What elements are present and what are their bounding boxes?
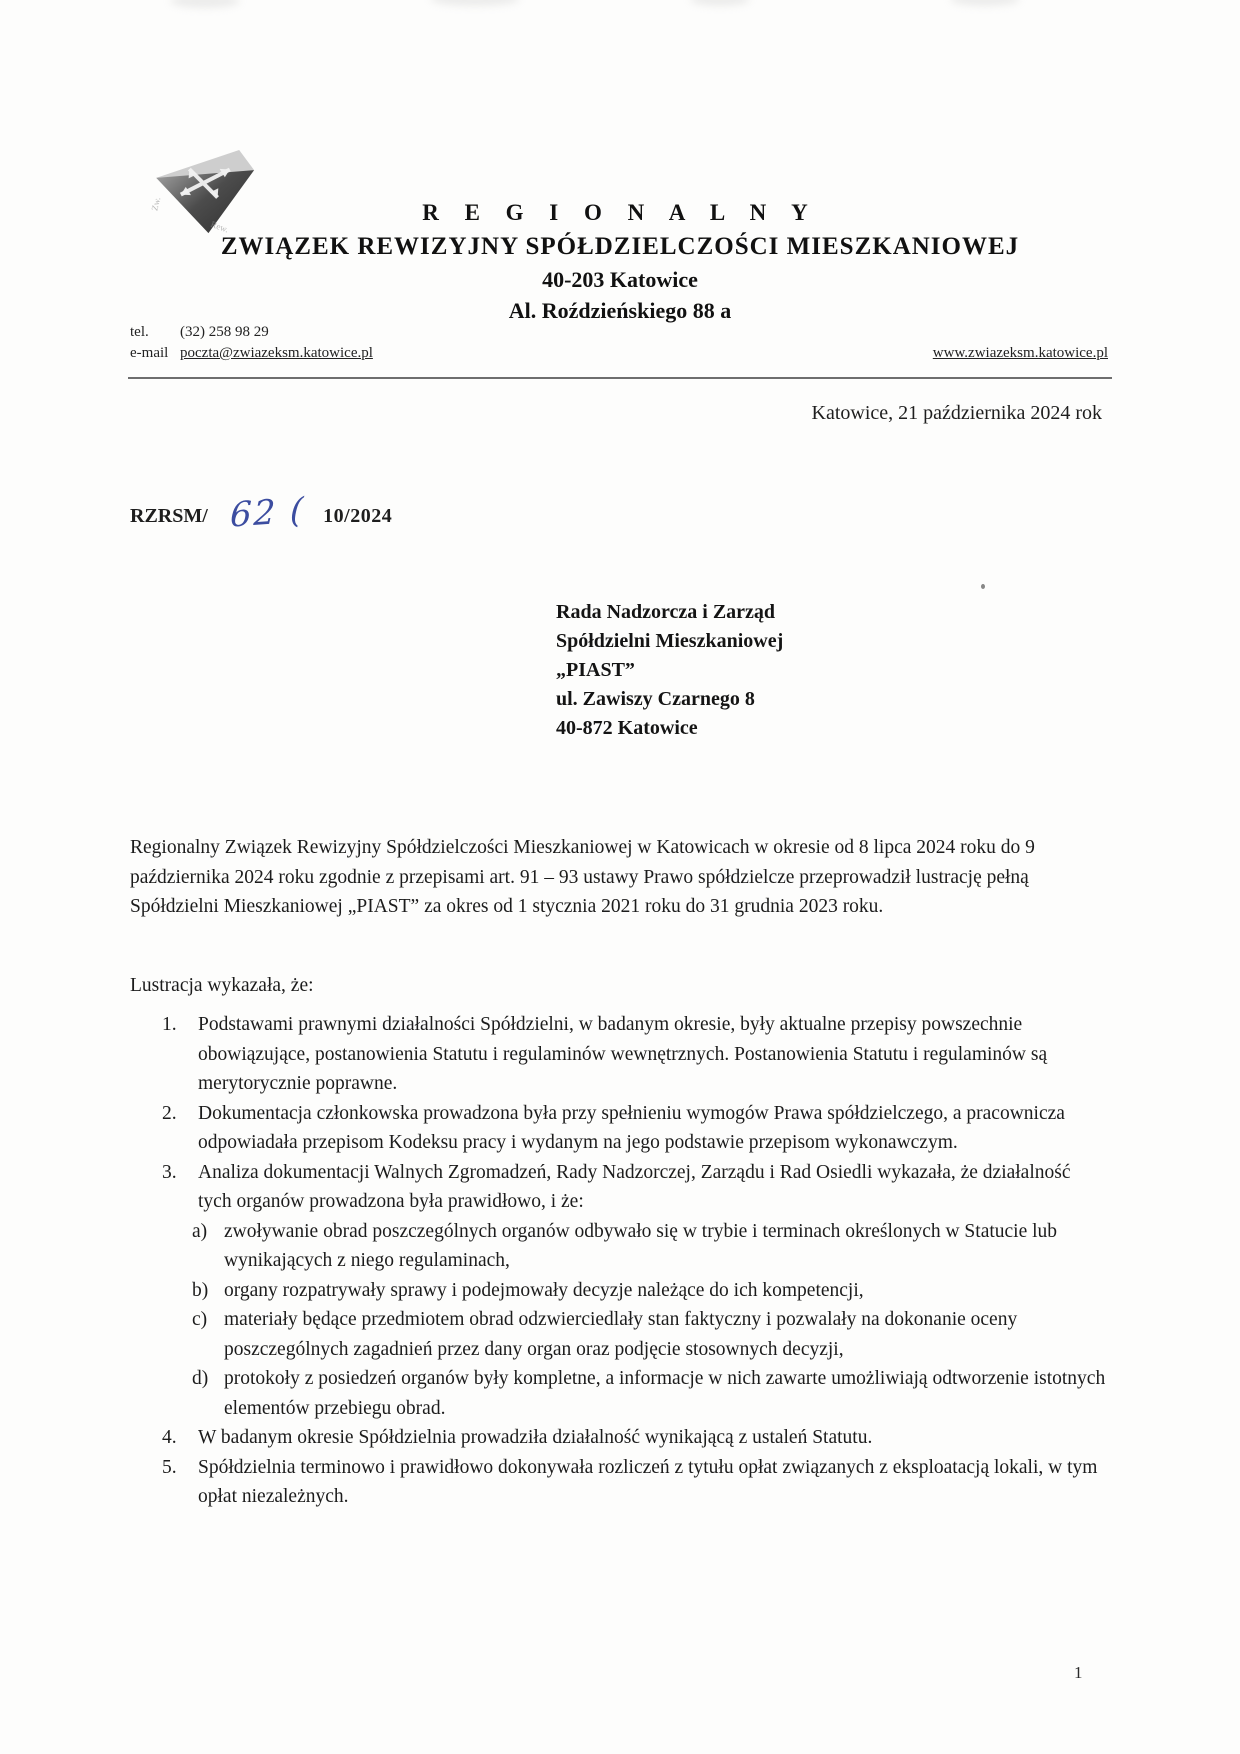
sub-list-item <box>130 1217 1108 1276</box>
list-item-text: Podstawami prawnymi działalności Spółdzielni, w badanym okresie, były aktualne przepisy powszechnie obowiązujące, postanowienia Statutu i regulaminów wewnętrznych. Postanowienia Statutu i regulaminów są merytorycznie poprawne. <box>198 1014 1048 1094</box>
list-item-number: 5. <box>162 1456 177 1478</box>
phone-row <box>130 322 1108 343</box>
sub-list-item-text: materiały będące przedmiotem obrad odzwierciedlały stan faktyczny i pozwalały na dokonanie oceny poszczególnych zagadnień przez dany organ oraz podjęcie stosownych decyzji, <box>224 1309 1018 1360</box>
list-item <box>130 1423 1108 1453</box>
email-website-row <box>130 343 1108 364</box>
sub-list-item <box>130 1276 1108 1306</box>
handwritten-reference-number: 62 ( <box>229 490 306 536</box>
letterhead <box>0 200 1240 324</box>
list-item <box>130 1158 1108 1217</box>
recipient-line: ul. Zawiszy Czarnego 8 <box>556 688 755 710</box>
scan-artifact <box>430 0 520 6</box>
list-item-number: 3. <box>162 1161 177 1183</box>
dateline: Katowice, 21 października 2024 rok <box>811 402 1102 424</box>
email-label: e-mail <box>130 345 169 361</box>
recipient-line: Spółdzielni Mieszkaniowej <box>556 630 784 652</box>
org-street-address: Al. Roździeńskiego 88 a <box>508 298 732 323</box>
contact-block <box>130 322 1108 364</box>
list-item-number: 4. <box>162 1427 177 1448</box>
sub-list-item-label: a) <box>192 1220 208 1242</box>
list-item-number: 1. <box>162 1014 177 1035</box>
scan-artifact <box>950 0 1020 6</box>
list-item-text: Dokumentacja członkowska prowadzona była przy spełnieniu wymogów Prawa spółdzielczego, a pracownicza odpowiadała przepisom Kodeksu pracy i wydanym na jego podstawie przepisom wykonawczym. <box>198 1102 1065 1153</box>
sub-list-item <box>130 1305 1108 1364</box>
scan-artifact <box>690 0 750 6</box>
recipient-line: „PIAST” <box>556 659 635 681</box>
list-item <box>130 1453 1108 1512</box>
sub-list-item-label: d) <box>192 1368 209 1389</box>
email-link[interactable]: poczta@zwiazeksm.katowice.pl <box>180 345 373 361</box>
letter-body <box>130 833 1108 1512</box>
findings-list <box>130 1010 1108 1512</box>
svg-text:Rew.: Rew. <box>209 218 230 235</box>
list-item-text: Analiza dokumentacji Walnych Zgromadzeń, Rady Nadzorczej, Zarządu i Rad Osiedli wykazała, że działalność tych organów prowadzona była prawidłowo, i że: <box>198 1161 1071 1212</box>
page-number: 1 <box>1074 1663 1083 1682</box>
org-postal-city: 40-203 Katowice <box>542 267 698 292</box>
sub-findings-list <box>130 1217 1108 1424</box>
website-link[interactable]: www.zwiazeksm.katowice.pl <box>932 345 1108 361</box>
list-item-text: Spółdzielnia terminowo i prawidłowo dokonywała rozliczeń z tytułu opłat związanych z eksploatacją lokali, w tym opłat niezależnych. <box>198 1456 1098 1507</box>
sub-list-item-text: protokoły z posiedzeń organów były kompletne, a informacje w nich zawarte umożliwiają odtworzenie istotnych elementów przebiegu obrad. <box>224 1368 1106 1419</box>
org-name-line1: R E G I O N A L N Y <box>422 200 818 225</box>
recipient-line: 40-872 Katowice <box>556 717 698 739</box>
phone-label: tel. <box>130 324 149 340</box>
sub-list-item-label: c) <box>192 1309 208 1330</box>
intro-paragraph: Regionalny Związek Rewizyjny Spółdzielczości Mieszkaniowej w Katowicach w okresie od 8 lipca 2024 roku do 9 października 2024 roku zgodnie z przepisami art. 91 – 93 ustawy Prawo spółdzielcze przeprowadził lustrację pełną Spółdzielni Mieszkaniowej „PIAST” za okres od 1 stycznia 2021 roku do 31 grudnia 2023 roku. <box>130 837 1035 917</box>
list-item <box>130 1099 1108 1158</box>
sub-list-item-text: zwoływanie obrad poszczególnych organów odbywało się w trybie i terminach określonych w Statucie lub wynikających z niego regulaminach, <box>224 1220 1058 1271</box>
recipient-line: Rada Nadzorcza i Zarząd <box>556 601 776 623</box>
list-item <box>130 1010 1108 1099</box>
sub-list-item-text: organy rozpatrywały sprawy i podejmowały decyzje należące do ich kompetencji, <box>224 1279 864 1301</box>
reference-prefix: RZRSM/ <box>130 505 208 527</box>
sub-list-item <box>130 1364 1108 1423</box>
svg-text:Zw.: Zw. <box>149 196 163 212</box>
reference-number-line <box>130 490 393 536</box>
recipient-address-block <box>556 598 783 743</box>
list-item-text: W badanym okresie Spółdzielnia prowadziła działalność wynikającą z ustaleń Statutu. <box>198 1427 873 1448</box>
sub-list-item-label: b) <box>192 1279 209 1301</box>
org-name-line2: ZWIĄZEK REWIZYJNY SPÓŁDZIELCZOŚCI MIESZKANIOWEJ <box>220 233 1020 260</box>
letterhead-divider <box>128 377 1112 379</box>
phone-number: (32) 258 98 29 <box>180 324 269 340</box>
reference-suffix: 10/2024 <box>323 505 393 527</box>
findings-label: Lustracja wykazała, że: <box>130 974 314 996</box>
scan-artifact <box>170 0 240 8</box>
list-item-number: 2. <box>162 1102 177 1124</box>
scan-artifact <box>981 584 985 589</box>
